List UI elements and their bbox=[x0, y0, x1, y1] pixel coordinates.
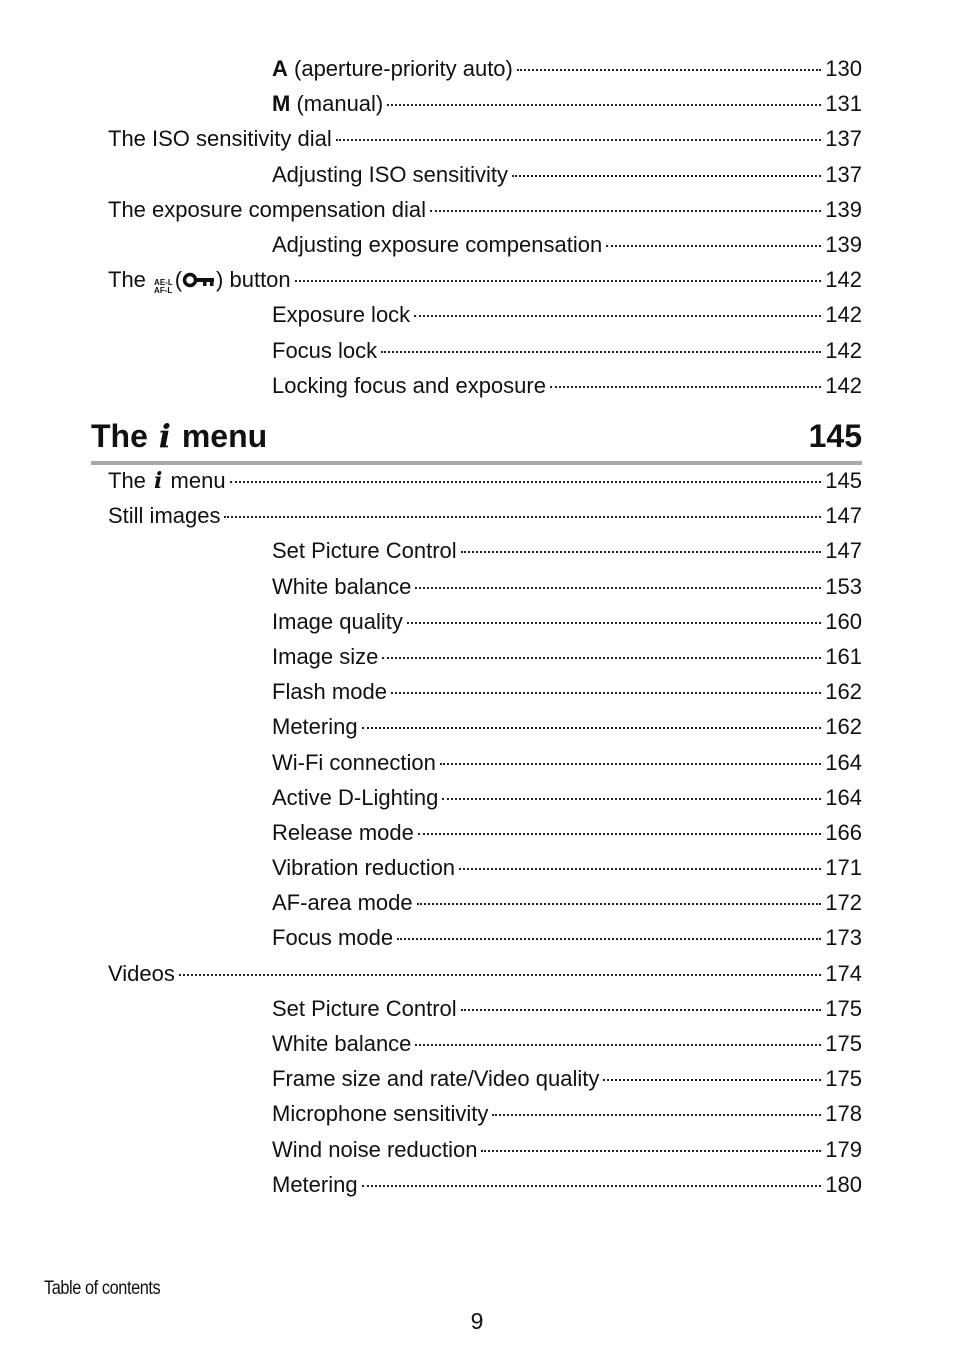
toc-leader-dots bbox=[224, 516, 821, 518]
toc-leader-dots bbox=[381, 351, 821, 353]
toc-leader-dots bbox=[387, 104, 821, 106]
toc-entry-label bbox=[272, 157, 508, 192]
toc-leader-dots bbox=[418, 833, 821, 835]
toc-page-number: 137 bbox=[825, 126, 862, 152]
toc-entry-label bbox=[272, 885, 413, 920]
toc-entry-label-suffix: ) button bbox=[216, 267, 291, 293]
toc-entry[interactable] bbox=[0, 956, 862, 991]
section-heading-i-menu[interactable] bbox=[91, 414, 862, 458]
toc-entry[interactable] bbox=[0, 333, 862, 368]
page-number: 9 bbox=[470, 1308, 484, 1334]
toc-entry[interactable] bbox=[0, 1026, 862, 1061]
toc-page-number: 164 bbox=[825, 784, 862, 810]
toc-leader-dots bbox=[295, 280, 822, 282]
toc-entry-label bbox=[272, 1096, 488, 1131]
toc-entry[interactable] bbox=[0, 227, 862, 262]
toc-leader-dots bbox=[517, 69, 821, 71]
toc-leader-dots bbox=[550, 386, 821, 388]
toc-entry[interactable] bbox=[0, 991, 862, 1026]
toc-leader-dots bbox=[417, 903, 822, 905]
toc-page-number: 160 bbox=[825, 608, 862, 634]
toc-page-number: 131 bbox=[825, 91, 862, 117]
toc-page-number: 161 bbox=[825, 643, 862, 669]
toc-entry-label bbox=[272, 1026, 411, 1061]
toc-entry-label bbox=[272, 920, 393, 955]
i-menu-icon: i bbox=[158, 417, 171, 455]
toc-leader-dots bbox=[179, 974, 821, 976]
toc-page-number: 142 bbox=[825, 267, 862, 293]
toc-leader-dots bbox=[397, 938, 821, 940]
toc-page-number: 142 bbox=[825, 337, 862, 363]
toc-entry-label-text: Image size bbox=[272, 643, 379, 669]
toc-entry[interactable] bbox=[0, 815, 862, 850]
toc-entry[interactable] bbox=[0, 157, 862, 192]
toc-page-number: 139 bbox=[825, 196, 862, 222]
toc-entry[interactable] bbox=[0, 850, 862, 885]
toc-leader-dots bbox=[382, 657, 821, 659]
toc-leader-dots bbox=[407, 622, 821, 624]
toc-entry-label bbox=[272, 815, 414, 850]
toc-entry[interactable] bbox=[0, 709, 862, 744]
toc-entry-label-text: The ISO sensitivity dial bbox=[108, 126, 332, 152]
toc-page-number: 166 bbox=[825, 819, 862, 845]
toc-entry-label-text: Frame size and rate/Video quality bbox=[272, 1066, 600, 1092]
toc-leader-dots bbox=[492, 1114, 821, 1116]
toc-entry-label bbox=[272, 991, 457, 1026]
toc-entry[interactable] bbox=[0, 1061, 862, 1096]
toc-page-number: 142 bbox=[825, 372, 862, 398]
toc-page-number: 147 bbox=[825, 538, 862, 564]
toc-entry[interactable] bbox=[0, 745, 862, 780]
toc-entry-label bbox=[272, 1061, 599, 1096]
toc-page-number: 179 bbox=[825, 1136, 862, 1162]
toc-page-number: 162 bbox=[825, 714, 862, 740]
toc-entry-label bbox=[272, 297, 410, 332]
toc-entry-label-text: Metering bbox=[272, 1171, 358, 1197]
toc-leader-dots bbox=[461, 1009, 822, 1011]
toc-list-bottom bbox=[0, 463, 954, 1202]
toc-leader-dots bbox=[362, 1185, 822, 1187]
footer-section-label: Table of contents bbox=[44, 1278, 161, 1299]
toc-page-number: 139 bbox=[825, 231, 862, 257]
toc-entry-label bbox=[108, 262, 291, 298]
toc-leader-dots bbox=[430, 210, 821, 212]
toc-page-number: 162 bbox=[825, 679, 862, 705]
section-title bbox=[91, 414, 267, 458]
toc-entry-label-text: Flash mode bbox=[272, 679, 387, 705]
toc-entry-label bbox=[108, 192, 426, 227]
toc-entry-label-text: Exposure lock bbox=[272, 302, 411, 328]
toc-entry[interactable] bbox=[0, 533, 862, 568]
toc-page-number: 175 bbox=[825, 995, 862, 1021]
toc-group-section bbox=[0, 498, 954, 1202]
toc-entry[interactable] bbox=[0, 604, 862, 639]
toc-entry-label bbox=[272, 604, 403, 639]
toc-group-after-ael bbox=[0, 297, 954, 403]
toc-entry-label bbox=[272, 639, 378, 674]
toc-entry-label bbox=[272, 227, 602, 262]
toc-entry-label-text: Set Picture Control bbox=[272, 995, 457, 1021]
ae-l-icon-text: AE-L bbox=[154, 278, 173, 288]
toc-entry-label-text: Active D-Lighting bbox=[272, 784, 439, 810]
toc-entry-label-text: White balance bbox=[272, 573, 412, 599]
toc-entry[interactable] bbox=[0, 1167, 862, 1202]
key-lock-icon bbox=[182, 263, 216, 298]
toc-entry-label bbox=[272, 674, 387, 709]
toc-group-before bbox=[0, 51, 954, 262]
toc-entry-label-text: Still images bbox=[108, 503, 221, 529]
toc-entry-label bbox=[272, 569, 411, 604]
toc-entry-label-text: Vibration reduction bbox=[272, 855, 456, 881]
toc-entry[interactable] bbox=[0, 674, 862, 709]
toc-page-number: 145 bbox=[825, 468, 862, 493]
toc-entry-label bbox=[272, 709, 358, 744]
toc-entry[interactable] bbox=[0, 569, 862, 604]
toc-leader-dots bbox=[481, 1150, 821, 1152]
toc-entry-label-text: Microphone sensitivity bbox=[272, 1101, 489, 1127]
toc-leader-dots bbox=[415, 1044, 821, 1046]
toc-entry-label-text: (aperture-priority auto) bbox=[287, 56, 513, 81]
toc-entry[interactable] bbox=[0, 920, 862, 955]
toc-leader-dots bbox=[362, 727, 822, 729]
toc-entry-label bbox=[272, 368, 546, 403]
toc-entry-ael-button[interactable] bbox=[0, 262, 862, 297]
toc-entry-label-prefix: The bbox=[108, 468, 146, 493]
toc-leader-dots bbox=[230, 481, 822, 483]
toc-entry[interactable] bbox=[0, 368, 862, 403]
toc-entry-label-text: Focus lock bbox=[272, 337, 378, 363]
toc-page-number: 174 bbox=[825, 960, 862, 986]
toc-leader-dots bbox=[603, 1079, 821, 1081]
toc-page-number: 147 bbox=[825, 503, 862, 529]
toc-entry-label-text: Set Picture Control bbox=[272, 538, 457, 564]
toc-entry-open-paren: ( bbox=[174, 267, 183, 293]
toc-entry-label bbox=[108, 956, 175, 991]
af-l-icon-text: AF-L bbox=[154, 286, 173, 296]
toc-entry-label bbox=[272, 533, 457, 568]
toc-entry[interactable] bbox=[0, 885, 862, 920]
toc-entry[interactable] bbox=[0, 780, 862, 815]
toc-page-number: 137 bbox=[825, 161, 862, 187]
toc-page-number: 164 bbox=[825, 749, 862, 775]
toc-entry-label-text: The exposure compensation dial bbox=[108, 196, 426, 222]
toc-entry[interactable] bbox=[0, 51, 862, 86]
toc-page-number: 153 bbox=[825, 573, 862, 599]
toc-entry-label-text: Focus mode bbox=[272, 925, 394, 951]
toc-entry-label bbox=[272, 850, 455, 885]
toc-page-number: 172 bbox=[825, 890, 862, 916]
toc-entry[interactable] bbox=[0, 86, 862, 121]
toc-leader-dots bbox=[336, 139, 822, 141]
toc-entry-label-text: Locking focus and exposure bbox=[272, 372, 546, 398]
toc-entry-label-text: White balance bbox=[272, 1031, 412, 1056]
toc-page-number: 178 bbox=[825, 1101, 862, 1127]
section-title-suffix: menu bbox=[181, 418, 268, 454]
toc-page-number: 175 bbox=[825, 1066, 862, 1092]
toc-entry[interactable] bbox=[0, 1096, 862, 1131]
toc-page-number: 175 bbox=[825, 1031, 862, 1056]
toc-leader-dots bbox=[606, 245, 821, 247]
toc-entry-label-text: Release mode bbox=[272, 819, 414, 845]
toc-entry-mode-letter: A bbox=[272, 56, 288, 81]
toc-entry[interactable] bbox=[0, 1132, 862, 1167]
toc-entry[interactable] bbox=[0, 639, 862, 674]
toc-leader-dots bbox=[512, 175, 821, 177]
toc-entry-label-text: Metering bbox=[272, 714, 358, 740]
toc-list-top bbox=[0, 51, 954, 403]
toc-entry-label bbox=[108, 498, 220, 533]
toc-page-number: 171 bbox=[825, 855, 862, 881]
toc-entry-i-menu[interactable] bbox=[0, 463, 862, 498]
i-menu-icon: i bbox=[154, 468, 163, 494]
toc-leader-dots bbox=[391, 692, 821, 694]
toc-entry-label-text: Image quality bbox=[272, 608, 403, 634]
section-title-prefix: The bbox=[91, 418, 148, 454]
toc-entry-label-text: Adjusting ISO sensitivity bbox=[272, 161, 508, 187]
toc-entry-label-text: Videos bbox=[108, 960, 175, 986]
toc-entry-label-suffix: menu bbox=[170, 468, 226, 493]
toc-leader-dots bbox=[459, 868, 821, 870]
toc-entry[interactable] bbox=[0, 297, 862, 332]
toc-page-number: 142 bbox=[825, 302, 862, 328]
toc-entry-label bbox=[272, 1132, 477, 1167]
toc-leader-dots bbox=[414, 315, 821, 317]
toc-entry-label bbox=[108, 463, 226, 499]
toc-entry-label-text: Adjusting exposure compensation bbox=[272, 231, 603, 257]
toc-page-number: 173 bbox=[825, 925, 862, 951]
toc-entry-label-prefix: The bbox=[108, 267, 146, 293]
toc-entry-label bbox=[272, 780, 438, 815]
toc-entry-label-text: Wi-Fi connection bbox=[272, 749, 436, 775]
toc-entry[interactable] bbox=[0, 498, 862, 533]
toc-leader-dots bbox=[461, 551, 822, 553]
section-page-number: 145 bbox=[808, 418, 862, 454]
toc-page-number: 130 bbox=[825, 56, 862, 81]
toc-entry-label bbox=[272, 745, 436, 780]
toc-page-number: 180 bbox=[825, 1171, 862, 1197]
toc-entry-label bbox=[272, 333, 377, 368]
toc-entry[interactable] bbox=[0, 192, 862, 227]
toc-entry-mode-letter: M bbox=[272, 91, 291, 117]
toc-entry-label bbox=[108, 121, 332, 156]
toc-entry[interactable] bbox=[0, 121, 862, 156]
toc-entry-label bbox=[272, 1167, 358, 1202]
toc-entry-label-text: (manual) bbox=[290, 91, 384, 117]
toc-leader-dots bbox=[440, 763, 821, 765]
toc-leader-dots bbox=[442, 798, 821, 800]
toc-entry-label-text: Wind noise reduction bbox=[272, 1136, 478, 1162]
toc-entry-label-text: AF-area mode bbox=[272, 890, 413, 916]
toc-entry-label bbox=[272, 86, 383, 121]
ae-l-af-l-icon bbox=[154, 279, 173, 295]
toc-entry-label bbox=[272, 51, 513, 86]
toc-leader-dots bbox=[415, 587, 821, 589]
